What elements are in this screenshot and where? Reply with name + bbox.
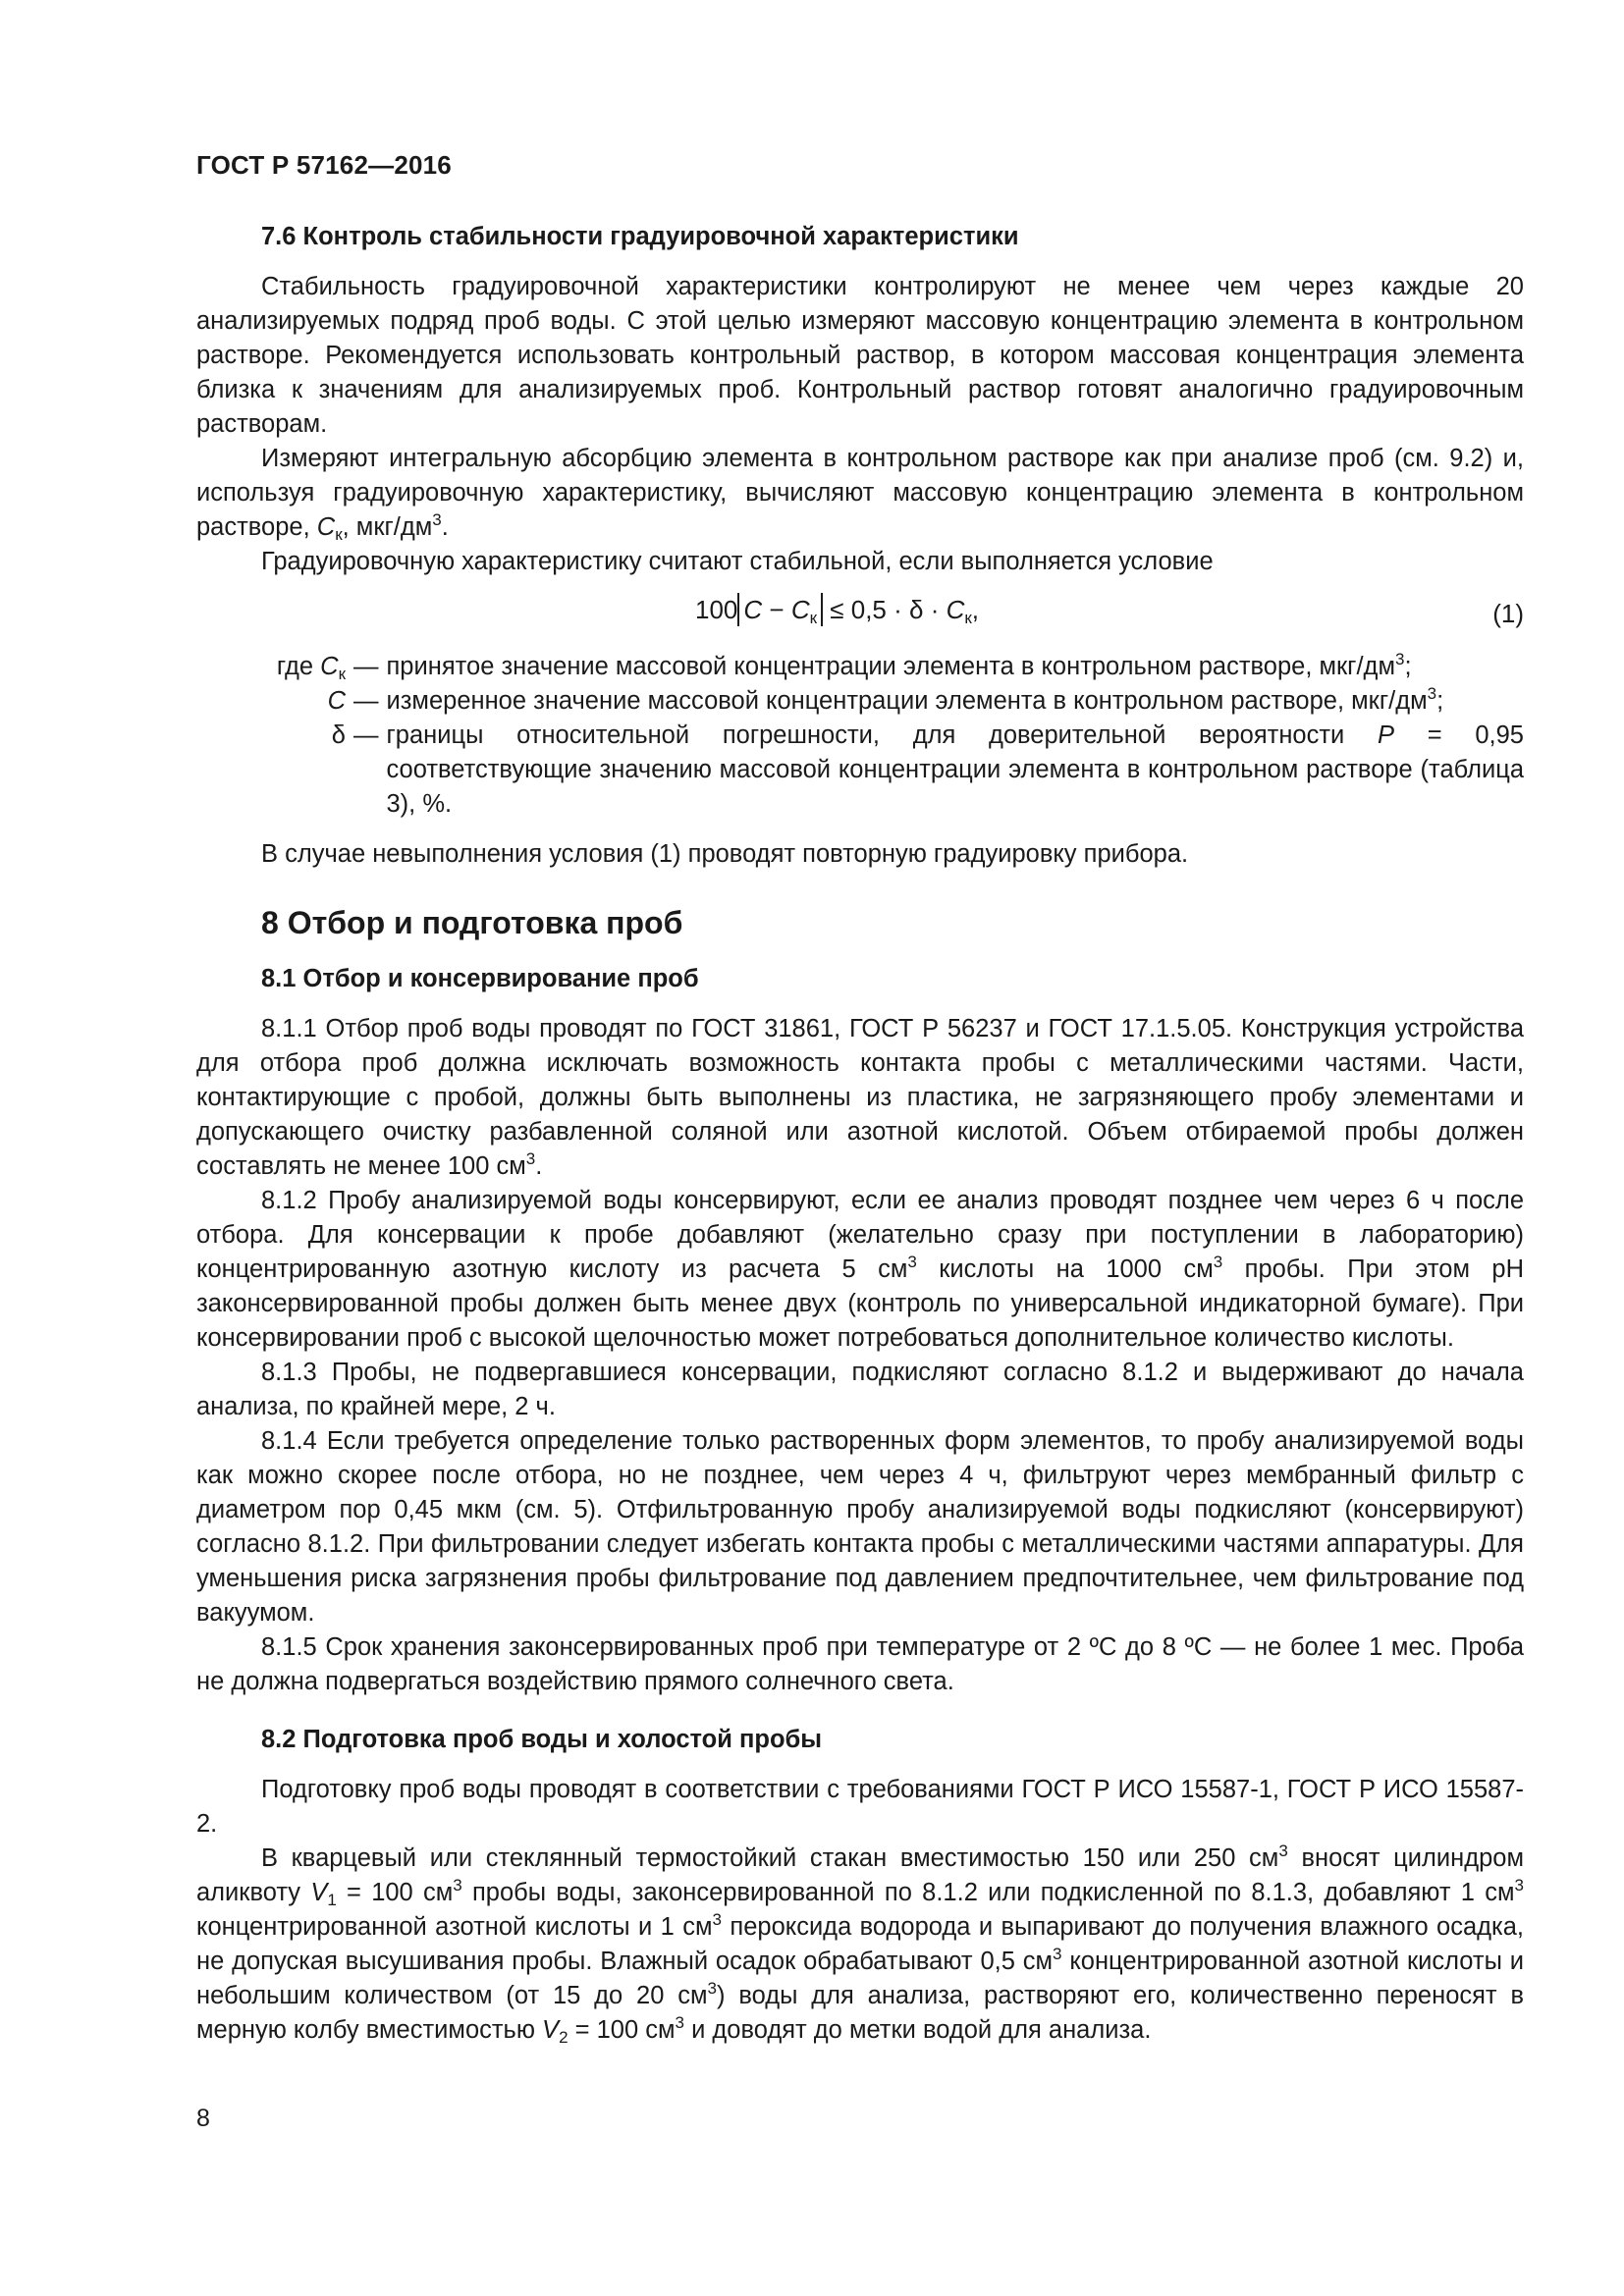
where-item: δ — границы относительной погрешности, для доверительной вероятности P = 0,95 соответствующие значению массовой концентрации элемента в контрольном растворе (таблица 3), %. — [331, 721, 1524, 818]
paragraph: В кварцевый или стеклянный термостойкий стакан вместимостью 150 или 250 $см^3$ вносят цилиндром аликвоту $V_1 = 100$ $см^3$ пробы воды, законсервированной по 8.1.2 или подкисленной по 8.1.3, добавляют 1 $см^3$ концентрированной азотной кислоты и 1 $см^3$ пероксида водорода и выпаривают до получения влажного осадка, не допуская высушивания пробы. Влажный осадок обрабатывают 0,5 $см^3$ концентрированной азотной кислоты и небольшим количеством (от 15 до 20 $см^3$) воды для анализа, растворяют его, количественно переносят в мерную колбу вместимостью $V_2 = 100$ $см^3$ и доводят до метки водой для анализа. — [196, 1842, 1524, 2047]
paragraph: Измеряют интегральную абсорбцию элемента в контрольном растворе как при анализе проб (см. 9.2) и, используя градуировочную характеристику, вычисляют массовую концентрацию элемента в контрольном растворе, $C_к$, мкг/$дм^3$. — [196, 445, 1524, 544]
paragraph: Подготовку проб воды проводят в соответствии с требованиями ГОСТ Р ИСО 15587-1, ГОСТ Р ИСО 15587-2. — [196, 1776, 1524, 1838]
formula-number: (1) — [1492, 599, 1524, 628]
formula-expression: 100 $C - C_к \le 0,5 \cdot \delta \cdot C_к$, — [695, 595, 980, 627]
where-list — [196, 650, 1524, 822]
where-item: C — измеренное значение массовой концентрации элемента в контрольном растворе, мкг/$дм^3$; — [327, 684, 1444, 715]
absolute-value: $C - C_к$ — [737, 593, 823, 626]
paragraph: 8.1.4 Если требуется определение только растворенных форм элементов, то пробу анализируемой воды как можно скорее после отбора, но не позднее, чем через 4 ч, фильтруют через мембранный фильтр с диаметром пор 0,45 мкм (см. 5). Отфильтрованную пробу анализируемой воды подкисляют (консервируют) согласно 8.1.2. При фильтровании следует избегать контакта пробы с металлическими частями аппаратуры. Для уменьшения риска загрязнения пробы фильтрование под давлением предпочтительнее, чем фильтрование под вакуумом. — [196, 1427, 1524, 1627]
section-7-6-heading: 7.6 Контроль стабильности градуировочной характеристики — [261, 223, 1019, 250]
section-8-2-heading: 8.2 Подготовка проб воды и холостой пробы — [261, 1726, 823, 1753]
paragraph: В случае невыполнения условия (1) проводят повторную градуировку прибора. — [261, 840, 1189, 868]
document-header: ГОСТ Р 57162—2016 — [196, 150, 452, 180]
section-8-heading: 8 Отбор и подготовка проб — [261, 905, 683, 940]
page-content — [196, 220, 1524, 2048]
formula-1 — [196, 585, 1524, 640]
section-8-1-heading: 8.1 Отбор и консервирование проб — [261, 965, 699, 992]
paragraph: 8.1.2 Пробу анализируемой воды консервируют, если ее анализ проводят позднее чем через 6 ч после отбора. Для консервации к пробе добавляют (желательно сразу при поступлении в лабораторию) концентрированную азотную кислоту из расчета 5 $см^3$ кислоты на 1000 $см^3$ пробы. При этом pH законсервированной пробы должен быть менее двух (контроль по универсальной индикаторной бумаге). При консервировании проб с высокой щелочностью может потребоваться дополнительное количество кислоты. — [196, 1187, 1525, 1352]
paragraph: 8.1.3 Пробы, не подвергавшиеся консервации, подкисляют согласно 8.1.2 и выдерживают до начала анализа, по крайней мере, 2 ч. — [196, 1359, 1524, 1420]
paragraph: Стабильность градуировочной характеристики контролируют не менее чем через каждые 20 анализируемых подряд проб воды. С этой целью измеряют массовую концентрацию элемента в контрольном растворе. Рекомендуется использовать контрольный раствор, в котором массовая концентрация элемента близка к значениям для анализируемых проб. Контрольный раствор готовят аналогично градуировочным растворам. — [196, 273, 1524, 438]
paragraph: Градуировочную характеристику считают стабильной, если выполняется условие — [261, 548, 1214, 575]
page-number: 8 — [196, 2105, 210, 2132]
paragraph: 8.1.1 Отбор проб воды проводят по ГОСТ 31861, ГОСТ Р 56237 и ГОСТ 17.1.5.05. Конструкция устройства для отбора проб должна исключать возможность контакта пробы с металлическими частями. Части, контактирующие с пробой, должны быть выполнены из пластика, не загрязняющего пробу элементами и допускающего очистку разбавленной соляной или азотной кислотой. Объем отбираемой пробы должен составлять не менее 100 $см^3$. — [196, 1015, 1524, 1180]
paragraph: 8.1.5 Срок хранения законсервированных проб при температуре от 2 ºС до 8 ºС — не более 1 мес. Проба не должна подвергаться воздействию прямого солнечного света. — [196, 1633, 1524, 1695]
where-item: где $C_к$ — принятое значение массовой концентрации элемента в контрольном растворе, мкг/$дм^3$; — [276, 650, 1412, 683]
